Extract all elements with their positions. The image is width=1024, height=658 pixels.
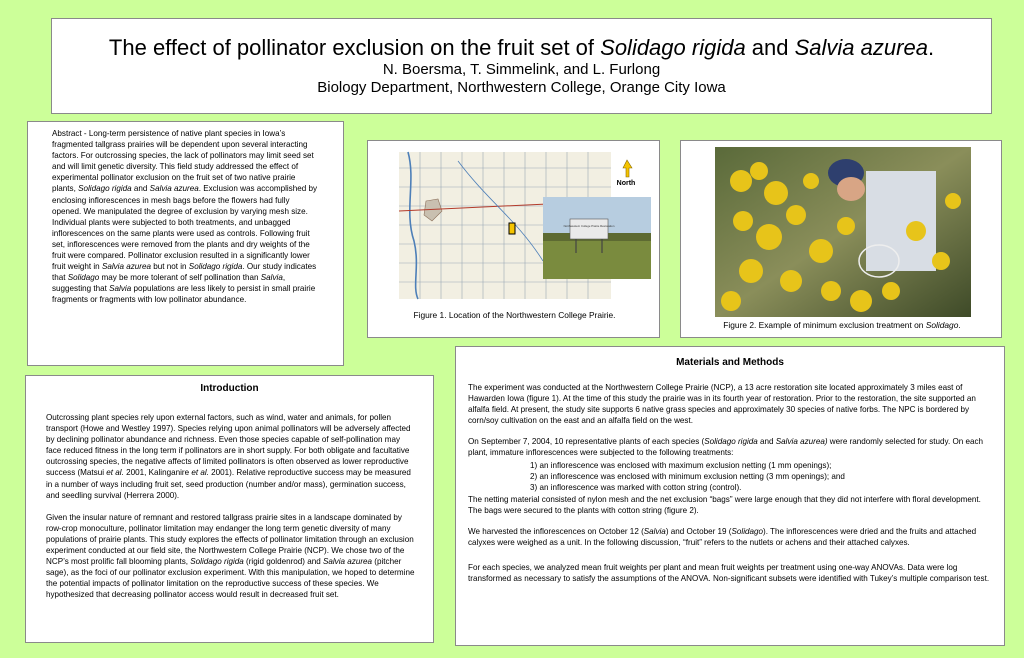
methods-panel bbox=[455, 346, 1005, 646]
species-name: Salvia bbox=[260, 273, 283, 283]
introduction-panel bbox=[25, 375, 434, 643]
north-label: North bbox=[616, 180, 636, 187]
abstract-part: . Exclusion was accomplished by enclosing inflorescences in mesh bags before the flowers had fully opened. We manipulated the degree of exclusion by varying mesh size. Individual plants were subjected to both treatments, and unbagged inflorescences on the same plants were used as controls. Following fruit set, inflorescences were removed from the plants and dry weights of the fruit were compared. Pollinator exclusion resulted in a significantly lower fruit weight in bbox=[52, 184, 318, 272]
researcher-face bbox=[837, 177, 865, 201]
intro-text: (rigid goldenrod) and bbox=[243, 557, 323, 567]
methods-text: were randomly selected for study. On each plant, immature inflorescences were subjected to the following treatments: bbox=[468, 437, 984, 458]
figure-1-panel bbox=[367, 140, 660, 338]
methods-paragraph-1: The experiment was conducted at the Northwestern College Prairie (NCP), a 13 acre restoration site located approximately 3 miles east of Hawarden Iowa (figure 1). At the time of this study the prairie was in its fourth year of restoration. Prior to the restoration, the site supported an alfalfa field. At present, the study site supports 6 native grass species and approximately 30 species of native forbs. The NPC is bordered by corn/soy cultivation on the east and an alfalfa field on the west. bbox=[468, 383, 976, 426]
treatment-3: 3) an inflorescence was marked with cotton string (control). bbox=[530, 482, 742, 492]
methods-text: ). The inflorescences were dried and the fruits and attached calyxes were weighed as a unit. In the following discussion, “fruit” refers to the nutlets or achens and their attached calyxes. bbox=[468, 527, 977, 548]
methods-text: We harvested the inflorescences on October 12 ( bbox=[468, 527, 644, 537]
species-name: Solidago bbox=[731, 527, 764, 537]
prairie-sign bbox=[570, 219, 608, 239]
researcher-shirt bbox=[866, 171, 936, 271]
species-name: Salvia bbox=[109, 284, 132, 294]
species-name: Solidago rigida bbox=[78, 184, 132, 194]
methods-paragraph-4 bbox=[456, 516, 1004, 548]
title-period: . bbox=[927, 35, 935, 60]
abstract-part: may be more tolerant of self pollination than bbox=[99, 273, 261, 283]
methods-paragraph-5: For each species, we analyzed mean fruit weights per plant and mean fruit weights per treatment using one-way ANOVAs. Data were log transformed as necessary to satisfy the assumptions of the ANOVA. Non-significant subsets were identified with Tukey’s multiple comparison test. bbox=[468, 563, 990, 584]
site-marker bbox=[509, 223, 515, 234]
species-name: Solidago bbox=[67, 273, 100, 283]
species-name: Solidago rigida bbox=[704, 437, 758, 447]
introduction-heading: Introduction bbox=[200, 383, 259, 394]
figure-2-panel bbox=[680, 140, 1002, 338]
species-name: Solidago rigida bbox=[188, 262, 243, 272]
species-name: Solidago rigida bbox=[190, 557, 244, 567]
goldenrod-photo bbox=[681, 141, 1003, 339]
figure-1-caption: Figure 1. Location of the Northwestern College Prairie. bbox=[413, 310, 616, 320]
title-and: and bbox=[745, 35, 795, 60]
methods-text: ) and October 19 ( bbox=[665, 527, 732, 537]
intro-text: 2001, Kalinganire bbox=[123, 468, 192, 478]
intro-etal: et al. bbox=[106, 468, 124, 478]
methods-paragraph-3: The netting material consisted of nylon mesh and the net exclusion “bags” were large enough that they did not interfere with floral development. The bags were secured to the plants with cotton string (figure 2). bbox=[468, 494, 981, 515]
species-name: Salvia azurea) bbox=[775, 437, 828, 447]
intro-etal: et al. bbox=[191, 468, 209, 478]
species-name: Salvia azurea bbox=[149, 184, 199, 194]
methods-paragraph-2 bbox=[456, 426, 1004, 458]
title-species-1: Solidago rigida bbox=[600, 35, 746, 60]
methods-text: On September 7, 2004, 10 representative plants of each species ( bbox=[468, 437, 705, 447]
caption-species: Solidago bbox=[925, 320, 959, 330]
abstract-part: and bbox=[131, 184, 150, 194]
intro-text: Outcrossing plant species rely upon external factors, such as wind, water and animals, for pollen transport (Howe and Westley 1997). Species relying upon animal pollinators will be adversely affected by declining pollinator abundance and richness. Even those species capable of self-pollination may face reduced fitness in the long term if pollinators are in short supply. For both obligate and facultative outcrossing species, the negative affects of limited pollinators is often observed as lower reproductive success (Matsui bbox=[46, 413, 411, 478]
introduction-paragraph-2 bbox=[26, 501, 433, 601]
north-arrow-icon bbox=[623, 160, 632, 177]
poster-title bbox=[52, 35, 991, 61]
abstract-panel bbox=[27, 121, 344, 366]
methods-text: and bbox=[757, 437, 776, 447]
affiliation: Biology Department, Northwestern College, Orange City Iowa bbox=[317, 79, 726, 96]
species-name: Salvia bbox=[643, 527, 666, 537]
species-name: Salvia azurea bbox=[322, 557, 373, 567]
methods-heading: Materials and Methods bbox=[676, 357, 784, 368]
abstract-part: . Our study indicates that bbox=[52, 262, 317, 283]
title-panel bbox=[51, 18, 992, 114]
abstract-part: Abstract - Long-term persistence of native plant species in Iowa’s fragmented tallgrass prairies will be dependent upon several interacting factors. For outcrossing species, the lack of pollinators may limit seed set and will limit genetic diversity. This field study addressed the effect of experimental pollinator exclusion on the fruit set of two native prairie plants, bbox=[52, 129, 314, 194]
sign-text: Northwestern College Prairie Restoration bbox=[563, 224, 615, 228]
prairie-grass bbox=[543, 239, 651, 279]
abstract-part: , suggesting that bbox=[52, 273, 286, 294]
authors: N. Boersma, T. Simmelink, and L. Furlong bbox=[382, 61, 661, 78]
abstract-part: populations are less likely to persist in small prairie fragments or fragments with low pollinator abundance. bbox=[52, 284, 316, 305]
abstract-text bbox=[28, 122, 343, 306]
intro-text: (pitcher sage), as the foci of our pollinator exclusion experiment. With this manipulation, we hoped to determine the potential impacts of pollinator limitation on the reproductive success of these species. We hypothesized that decreasing pollinator access would result in decreased fruit set. bbox=[46, 557, 415, 600]
treatment-2: 2) an inflorescence was enclosed with minimum exclusion netting (3 mm openings); and bbox=[530, 471, 845, 481]
intro-text: Given the insular nature of remnant and restored tallgrass prairie sites in a landscape dominated by row-crop monoculture, pollinator limitation may endanger the long term genetic diversity of many populations of prairie plants. This study explores the effects of pollinator limitation through an exclusion experiment conducted at our field site, the Northwestern College Prairie (NCP). We chose two of the NCP’s most prolific fall blooming plants, bbox=[46, 512, 414, 567]
title-text: The effect of pollinator exclusion on the fruit set of bbox=[108, 35, 601, 60]
title-species-2: Salvia azurea bbox=[794, 35, 928, 60]
abstract-part: but not in bbox=[150, 262, 189, 272]
introduction-paragraph-1 bbox=[26, 394, 433, 501]
caption-period: . bbox=[958, 320, 961, 330]
treatment-1: 1) an inflorescence was enclosed with maximum exclusion netting (1 mm openings); bbox=[530, 460, 832, 470]
figure-2-caption bbox=[681, 320, 1003, 330]
species-name: Salvia azurea bbox=[101, 262, 151, 272]
caption-text: Figure 2. Example of minimum exclusion treatment on bbox=[723, 320, 926, 330]
intro-text: 2001). Relative reproductive success may be measured in a number of ways including fruit set, seed production (number and/or mass), germination success, and seedling survival (Herrera 2000). bbox=[46, 468, 411, 500]
